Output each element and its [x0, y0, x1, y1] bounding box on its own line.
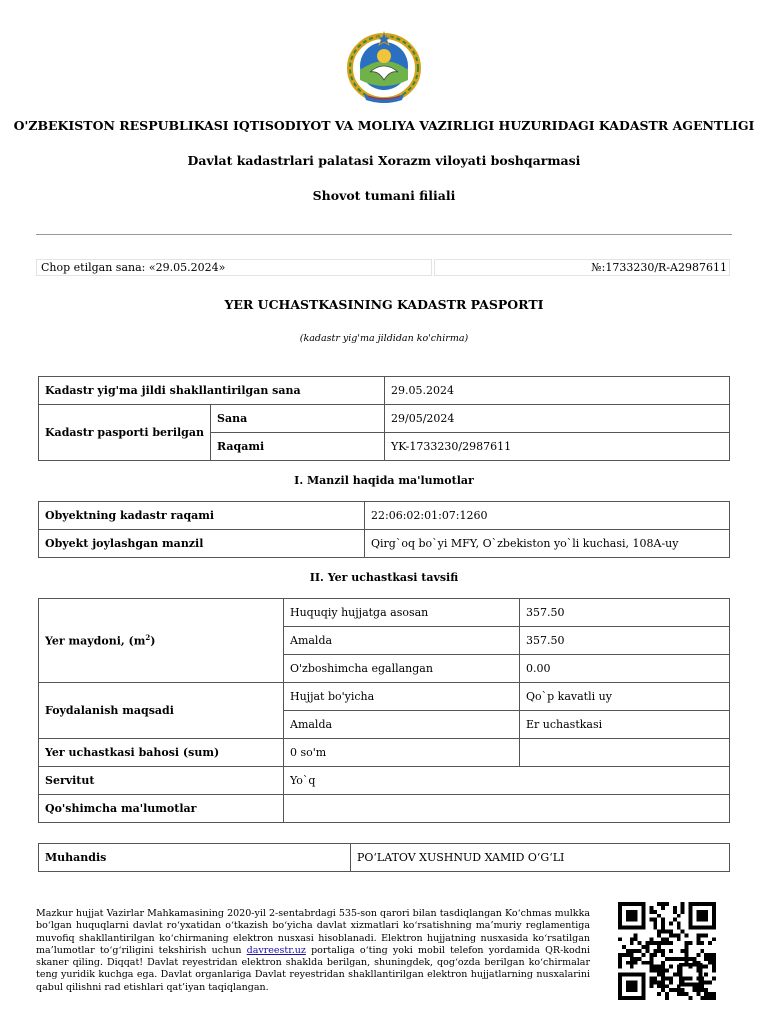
agency-title: O'ZBEKISTON RESPUBLIKASI IQTISODIYOT VA MOLIYA VAZIRLIGI HUZURIDAGI KADASTR AGENTLIGI: [13, 118, 755, 133]
table-row: [39, 795, 730, 823]
land-value-value: 0 so'm: [284, 739, 520, 767]
area-legal-label: Huquqiy hujjatga asosan: [284, 599, 520, 627]
qr-code-icon[interactable]: [618, 902, 716, 1000]
issued-date-label: Sana: [211, 405, 385, 433]
general-info-table: [38, 376, 730, 461]
table-row: [39, 683, 730, 711]
additional-info-label: Qo'shimcha ma'lumotlar: [39, 795, 284, 823]
area-actual-label: Amalda: [284, 627, 520, 655]
land-section-title: II. Yer uchastkasi tavsifi: [309, 571, 459, 584]
land-table: [38, 598, 730, 823]
divider: [36, 234, 732, 235]
additional-info-value: [284, 795, 730, 823]
branch-title: Shovot tumani filiali: [312, 188, 456, 203]
area-label: Yer maydoni, $(m^2)$: [39, 599, 284, 683]
area-legal-value: 357.50: [520, 599, 730, 627]
table-row: [39, 405, 730, 433]
land-value-empty: [520, 739, 730, 767]
area-extra-label: O'zboshimcha egallangan: [284, 655, 520, 683]
document-subtitle: (kadastr yig'ma jildidan ko'chirma): [299, 333, 469, 344]
land-value-label: Yer uchastkasi bahosi (sum): [39, 739, 284, 767]
engineer-value: PO‘LATOV XUSHNUD XAMID O‘G‘LI: [351, 844, 730, 872]
table-row: [39, 767, 730, 795]
formed-date-value: 29.05.2024: [385, 377, 730, 405]
servitude-value: Yo`q: [284, 767, 730, 795]
printed-date: Chop etilgan sana: «29.05.2024»: [36, 259, 432, 276]
issued-number-value: YK-1733230/2987611: [385, 433, 730, 461]
address-table: [38, 501, 730, 558]
cadastral-number-label: Obyektning kadastr raqami: [39, 502, 365, 530]
engineer-label: Muhandis: [39, 844, 351, 872]
area-actual-value: 357.50: [520, 627, 730, 655]
purpose-label: Foydalanish maqsadi: [39, 683, 284, 739]
cadastral-number-value: 22:06:02:01:07:1260: [365, 502, 730, 530]
purpose-doc-value: Qo`p kavatli uy: [520, 683, 730, 711]
table-row: [39, 599, 730, 627]
table-row: [39, 502, 730, 530]
document-number: №:1733230/R-A2987611: [434, 259, 730, 276]
table-row: [39, 530, 730, 558]
issued-label: Kadastr pasporti berilgan: [39, 405, 211, 461]
purpose-actual-label: Amalda: [284, 711, 520, 739]
area-extra-value: 0.00: [520, 655, 730, 683]
location-value: Qirg`oq bo`yi MFY, O`zbekiston yo`li kuchasi, 108A-uy: [365, 530, 730, 558]
formed-date-label: Kadastr yig'ma jildi shakllantirilgan sana: [39, 377, 385, 405]
state-emblem-icon: [344, 30, 424, 104]
address-section-title: I. Manzil haqida ma'lumotlar: [294, 474, 474, 487]
location-label: Obyekt joylashgan manzil: [39, 530, 365, 558]
davreestr-link[interactable]: davreestr.uz: [246, 944, 306, 956]
table-row: [39, 844, 730, 872]
chamber-title: Davlat kadastrlari palatasi Xorazm viloyati boshqarmasi: [187, 153, 581, 168]
issued-number-label: Raqami: [211, 433, 385, 461]
table-row: [39, 377, 730, 405]
issued-date-value: 29/05/2024: [385, 405, 730, 433]
servitude-label: Servitut: [39, 767, 284, 795]
legal-notice: Mazkur hujjat Vazirlar Mahkamasining 2020-yil 2-sentabrdagi 535-son qarori bilan tasdiqlangan Ko‘chmas mulkka bo‘lgan huquqlarni davlat ro‘yxatidan o‘tkazish bo‘yicha davlat xizmatlari ko‘rsatishning ma’muriy reglamentiga muvofiq shakllantirilgan ko‘chirmaning elektron nusxasi hisoblanadi. Elektron hujjatning nusxasida ko‘rsatilgan ma’lumotlar to‘g‘riligini tekshirish uchun davreestr.uz portaliga o‘ting yoki mobil telefon yordamida QR-kodni skaner qiling. Diqqat! Davlat reyestridan elektron shaklda berilgan, shuningdek, qog‘ozda berilgan ko‘chirmalar teng yuridik kuchga ega. Davlat organlariga Davlat reyestridan shakllantirilgan elektron hujjatlarning nusxalarini qabul qilishni rad etishlari qat’iyan taqiqlangan.: [36, 908, 590, 993]
engineer-table: [38, 843, 730, 872]
table-row: [39, 739, 730, 767]
purpose-actual-value: Er uchastkasi: [520, 711, 730, 739]
purpose-doc-label: Hujjat bo'yicha: [284, 683, 520, 711]
document-title: YER UCHASTKASINING KADASTR PASPORTI: [224, 297, 544, 312]
